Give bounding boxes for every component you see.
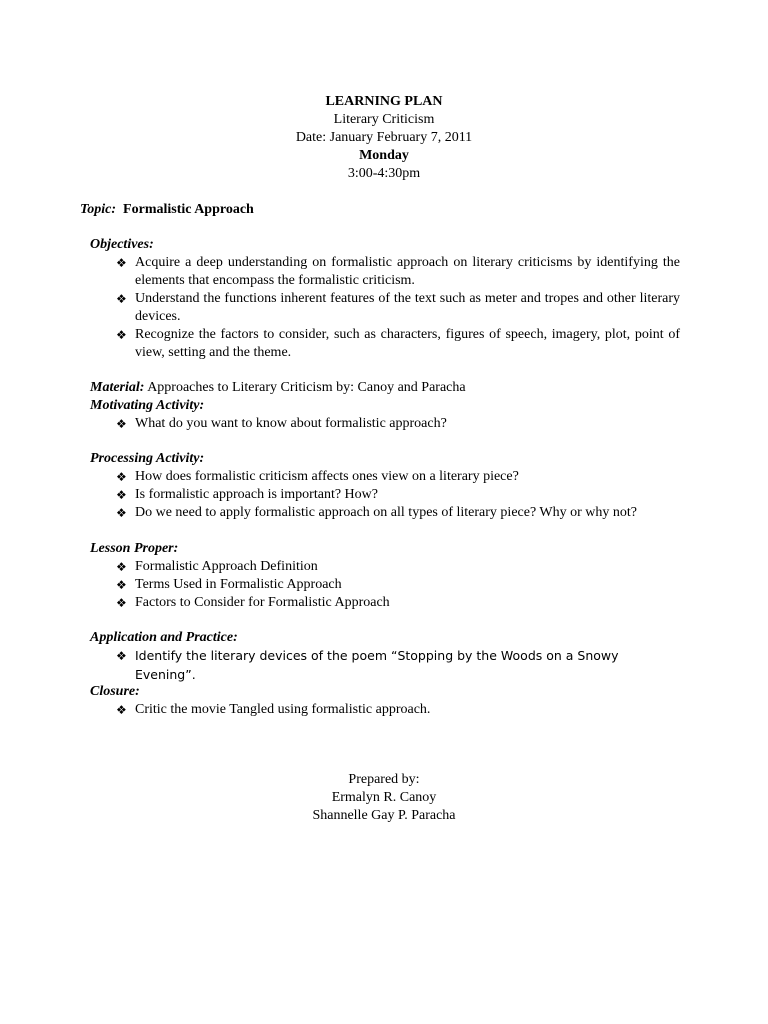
diamond-bullet-icon: ❖ [116, 470, 127, 484]
diamond-bullet-icon: ❖ [116, 506, 127, 520]
processing-activity-label: Processing Activity: [90, 451, 205, 466]
list-item [90, 594, 680, 612]
application-label: Application and Practice: [90, 630, 238, 645]
material-line [90, 379, 680, 397]
subject-line: Literary Criticism [333, 112, 435, 127]
list-item [90, 576, 680, 594]
diamond-bullet-icon: ❖ [116, 256, 127, 270]
diamond-bullet-icon: ❖ [116, 417, 127, 431]
objective-text: Recognize the factors to consider, such as characters, figures of speech, imagery, plot, point of view, setting and the theme. [135, 327, 680, 360]
closure-label: Closure: [90, 684, 140, 699]
document-header [0, 93, 768, 183]
topic-label: Topic: [80, 202, 117, 217]
lesson-proper-section [90, 540, 680, 612]
list-item [90, 290, 680, 326]
application-section [90, 629, 680, 685]
list-item [90, 486, 680, 504]
processing-activity-text: Do we need to apply formalistic approach on all types of literary piece? Why or why not? [135, 505, 638, 520]
list-item [90, 415, 680, 433]
closure-text: Critic the movie Tangled using formalistic approach. [135, 702, 431, 717]
objective-text: Understand the functions inherent features of the text such as meter and tropes and other literary devices. [135, 291, 680, 324]
diamond-bullet-icon: ❖ [116, 328, 127, 342]
diamond-bullet-icon: ❖ [116, 488, 127, 502]
author-name: Shannelle Gay P. Paracha [312, 808, 456, 823]
objectives-label: Objectives: [90, 237, 154, 252]
application-text: Identify the literary devices of the poem “Stopping by the Woods on a Snowy Evening”. [135, 648, 619, 682]
day-line: Monday [359, 148, 409, 163]
motivating-activity-text: What do you want to know about formalistic approach? [135, 416, 447, 431]
diamond-bullet-icon: ❖ [116, 703, 127, 717]
diamond-bullet-icon: ❖ [116, 578, 127, 592]
material-label: Material: [90, 380, 145, 395]
document-title: LEARNING PLAN [325, 94, 443, 109]
list-item [90, 326, 680, 362]
list-item [90, 254, 680, 290]
diamond-bullet-icon: ❖ [116, 649, 127, 663]
objectives-section [90, 236, 680, 362]
list-item [90, 504, 680, 522]
material-section [90, 379, 680, 433]
material-value: Approaches to Literary Criticism by: Canoy and Paracha [147, 380, 466, 395]
lesson-proper-text: Formalistic Approach Definition [135, 559, 318, 574]
diamond-bullet-icon: ❖ [116, 292, 127, 306]
lesson-proper-label: Lesson Proper: [90, 541, 179, 556]
time-line: 3:00-4:30pm [347, 166, 421, 181]
motivating-activity-label: Motivating Activity: [90, 398, 205, 413]
topic-value: Formalistic Approach [123, 202, 254, 217]
processing-activity-section [90, 450, 680, 522]
list-item [90, 468, 680, 486]
date-line: Date: January February 7, 2011 [295, 130, 473, 145]
lesson-proper-text: Factors to Consider for Formalistic Approach [135, 595, 390, 610]
closure-section [90, 683, 680, 719]
lesson-proper-text: Terms Used in Formalistic Approach [135, 577, 342, 592]
processing-activity-text: Is formalistic approach is important? How? [135, 487, 378, 502]
diamond-bullet-icon: ❖ [116, 560, 127, 574]
topic-line [80, 201, 254, 219]
prepared-by-label: Prepared by: [348, 772, 420, 787]
objective-text: Acquire a deep understanding on formalistic approach on literary criticisms by identifying the elements that encompass the formalistic criticism. [135, 255, 680, 288]
list-item [90, 701, 680, 719]
prepared-by-section [0, 771, 768, 825]
author-name: Ermalyn R. Canoy [331, 790, 437, 805]
processing-activity-text: How does formalistic criticism affects ones view on a literary piece? [135, 469, 519, 484]
list-item [90, 647, 680, 685]
list-item [90, 558, 680, 576]
diamond-bullet-icon: ❖ [116, 596, 127, 610]
